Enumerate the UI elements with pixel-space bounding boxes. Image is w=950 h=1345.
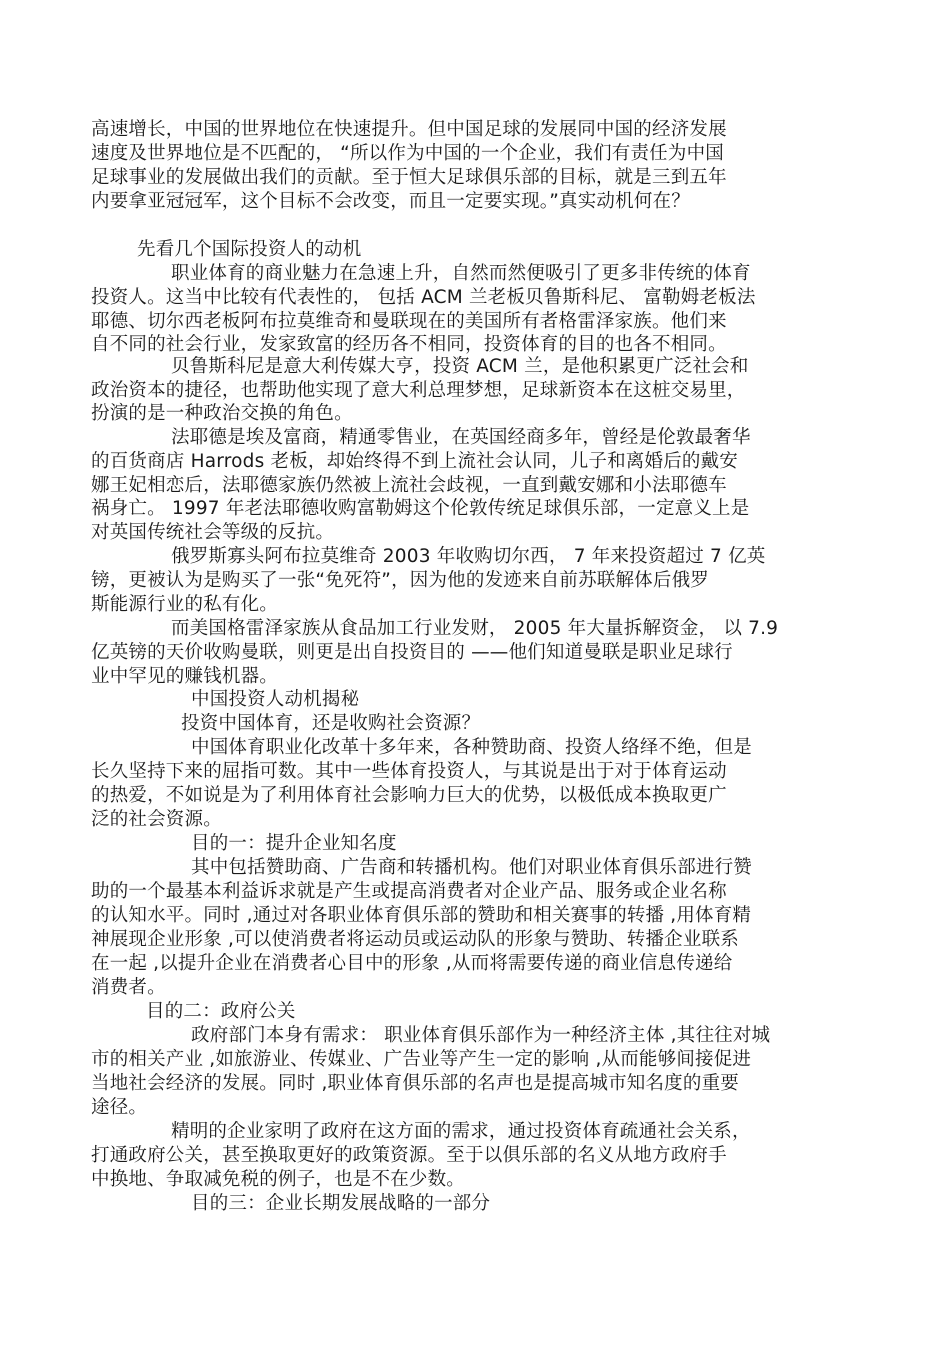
- paragraph-line: 投资人。这当中比较有代表性的， 包括 ACM 兰老板贝鲁斯科尼、 富勒姆老板法: [91, 287, 756, 308]
- paragraph-line: 市的相关产业 ,如旅游业、传媒业、广告业等产生一定的影响 ,从而能够间接促进: [91, 1049, 752, 1070]
- paragraph-line: 精明的企业家明了政府在这方面的需求，通过投资体育疏通社会关系，: [171, 1121, 751, 1142]
- paragraph-line: 政治资本的捷径，也帮助他实现了意大利总理梦想，足球新资本在这桩交易里，: [91, 380, 746, 401]
- section-heading: 目的三：企业长期发展战略的一部分: [191, 1193, 491, 1214]
- paragraph-line: 职业体育的商业魅力在急速上升，自然而然便吸引了更多非传统的体育: [171, 263, 751, 284]
- paragraph-line: 内要拿亚冠冠军，这个目标不会改变，而且一定要实现。”真实动机何在？: [91, 191, 690, 212]
- paragraph-line: 对英国传统社会等级的反抗。: [91, 522, 335, 543]
- paragraph-line: 途径。: [91, 1097, 148, 1118]
- paragraph-line: 镑，更被认为是购买了一张“免死符”，因为他的发迹来自前苏联解体后俄罗: [91, 570, 709, 591]
- paragraph-line: 而美国格雷泽家族从食品加工行业发财， 2005 年大量拆解资金， 以 7.9: [171, 618, 779, 639]
- paragraph-line: 泛的社会资源。: [91, 809, 222, 830]
- paragraph-line: 业中罕见的赚钱机器。: [91, 666, 279, 687]
- paragraph-line: 足球事业的发展做出我们的贡献。至于恒大足球俱乐部的目标，就是三到五年: [91, 167, 727, 188]
- paragraph-line: 政府部门本身有需求： 职业体育俱乐部作为一种经济主体 ,其往往对城: [191, 1025, 771, 1046]
- section-heading: 目的一：提升企业知名度: [191, 833, 397, 854]
- paragraph-line: 助的一个最基本利益诉求就是产生或提高消费者对企业产品、服务或企业名称: [91, 881, 727, 902]
- paragraph-line: 亿英镑的天价收购曼联，则更是出自投资目的 ——他们知道曼联是职业足球行: [91, 642, 733, 663]
- paragraph-line: 祸身亡。 1997 年老法耶德收购富勒姆这个伦敦传统足球俱乐部，一定意义上是: [91, 498, 750, 519]
- paragraph-line: 娜王妃相恋后，法耶德家族仍然被上流社会歧视，一直到戴安娜和小法耶德车: [91, 475, 727, 496]
- paragraph-line: 自不同的社会行业，发家致富的经历各不相同，投资体育的目的也各不相同。: [91, 334, 727, 355]
- paragraph-line: 神展现企业形象 ,可以使消费者将运动员或运动队的形象与赞助、转播企业联系: [91, 929, 739, 950]
- section-heading: 先看几个国际投资人的动机: [137, 239, 362, 260]
- paragraph-line: 打通政府公关，甚至换取更好的政策资源。至于以俱乐部的名义从地方政府手: [91, 1145, 727, 1166]
- paragraph-line: 中国体育职业化改革十多年来，各种赞助商、投资人络绎不绝，但是: [191, 737, 753, 758]
- section-heading: 中国投资人动机揭秘: [191, 689, 360, 710]
- paragraph-line: 法耶德是埃及富商，精通零售业，在英国经商多年，曾经是伦敦最奢华: [171, 427, 751, 448]
- paragraph-line: 斯能源行业的私有化。: [91, 594, 279, 615]
- paragraph-line: 的百货商店 Harrods 老板，却始终得不到上流社会认同，儿子和离婚后的戴安: [91, 451, 738, 472]
- paragraph-line: 速度及世界地位是不匹配的， “所以作为中国的一个企业，我们有责任为中国: [91, 143, 724, 164]
- paragraph-line: 消费者。: [91, 977, 166, 998]
- section-subheading: 投资中国体育，还是收购社会资源？: [181, 713, 481, 734]
- paragraph-line: 扮演的是一种政治交换的角色。: [91, 403, 353, 424]
- paragraph-line: 的热爱，不如说是为了利用体育社会影响力巨大的优势，以极低成本换取更广: [91, 785, 727, 806]
- section-heading: 目的二：政府公关: [146, 1001, 296, 1022]
- paragraph-line: 长久坚持下来的屈指可数。其中一些体育投资人，与其说是出于对于体育运动: [91, 761, 727, 782]
- paragraph-line: 高速增长，中国的世界地位在快速提升。但中国足球的发展同中国的经济发展: [91, 119, 727, 140]
- paragraph-line: 其中包括赞助商、广告商和转播机构。他们对职业体育俱乐部进行赞: [191, 857, 753, 878]
- paragraph-line: 的认知水平。同时 ,通过对各职业体育俱乐部的赞助和相关赛事的转播 ,用体育精: [91, 905, 752, 926]
- paragraph-line: 中换地、争取减免税的例子，也是不在少数。: [91, 1169, 466, 1190]
- paragraph-line: 耶德、切尔西老板阿布拉莫维奇和曼联现在的美国所有者格雷泽家族。他们来: [91, 311, 727, 332]
- paragraph-line: 当地社会经济的发展。同时 ,职业体育俱乐部的名声也是提高城市知名度的重要: [91, 1073, 739, 1094]
- paragraph-line: 贝鲁斯科尼是意大利传媒大亨，投资 ACM 兰，是他积累更广泛社会和: [171, 356, 749, 377]
- paragraph-line: 俄罗斯寡头阿布拉莫维奇 2003 年收购切尔西， 7 年来投资超过 7 亿英: [171, 546, 766, 567]
- paragraph-line: 在一起 ,以提升企业在消费者心目中的形象 ,从而将需要传递的商业信息传递给: [91, 953, 733, 974]
